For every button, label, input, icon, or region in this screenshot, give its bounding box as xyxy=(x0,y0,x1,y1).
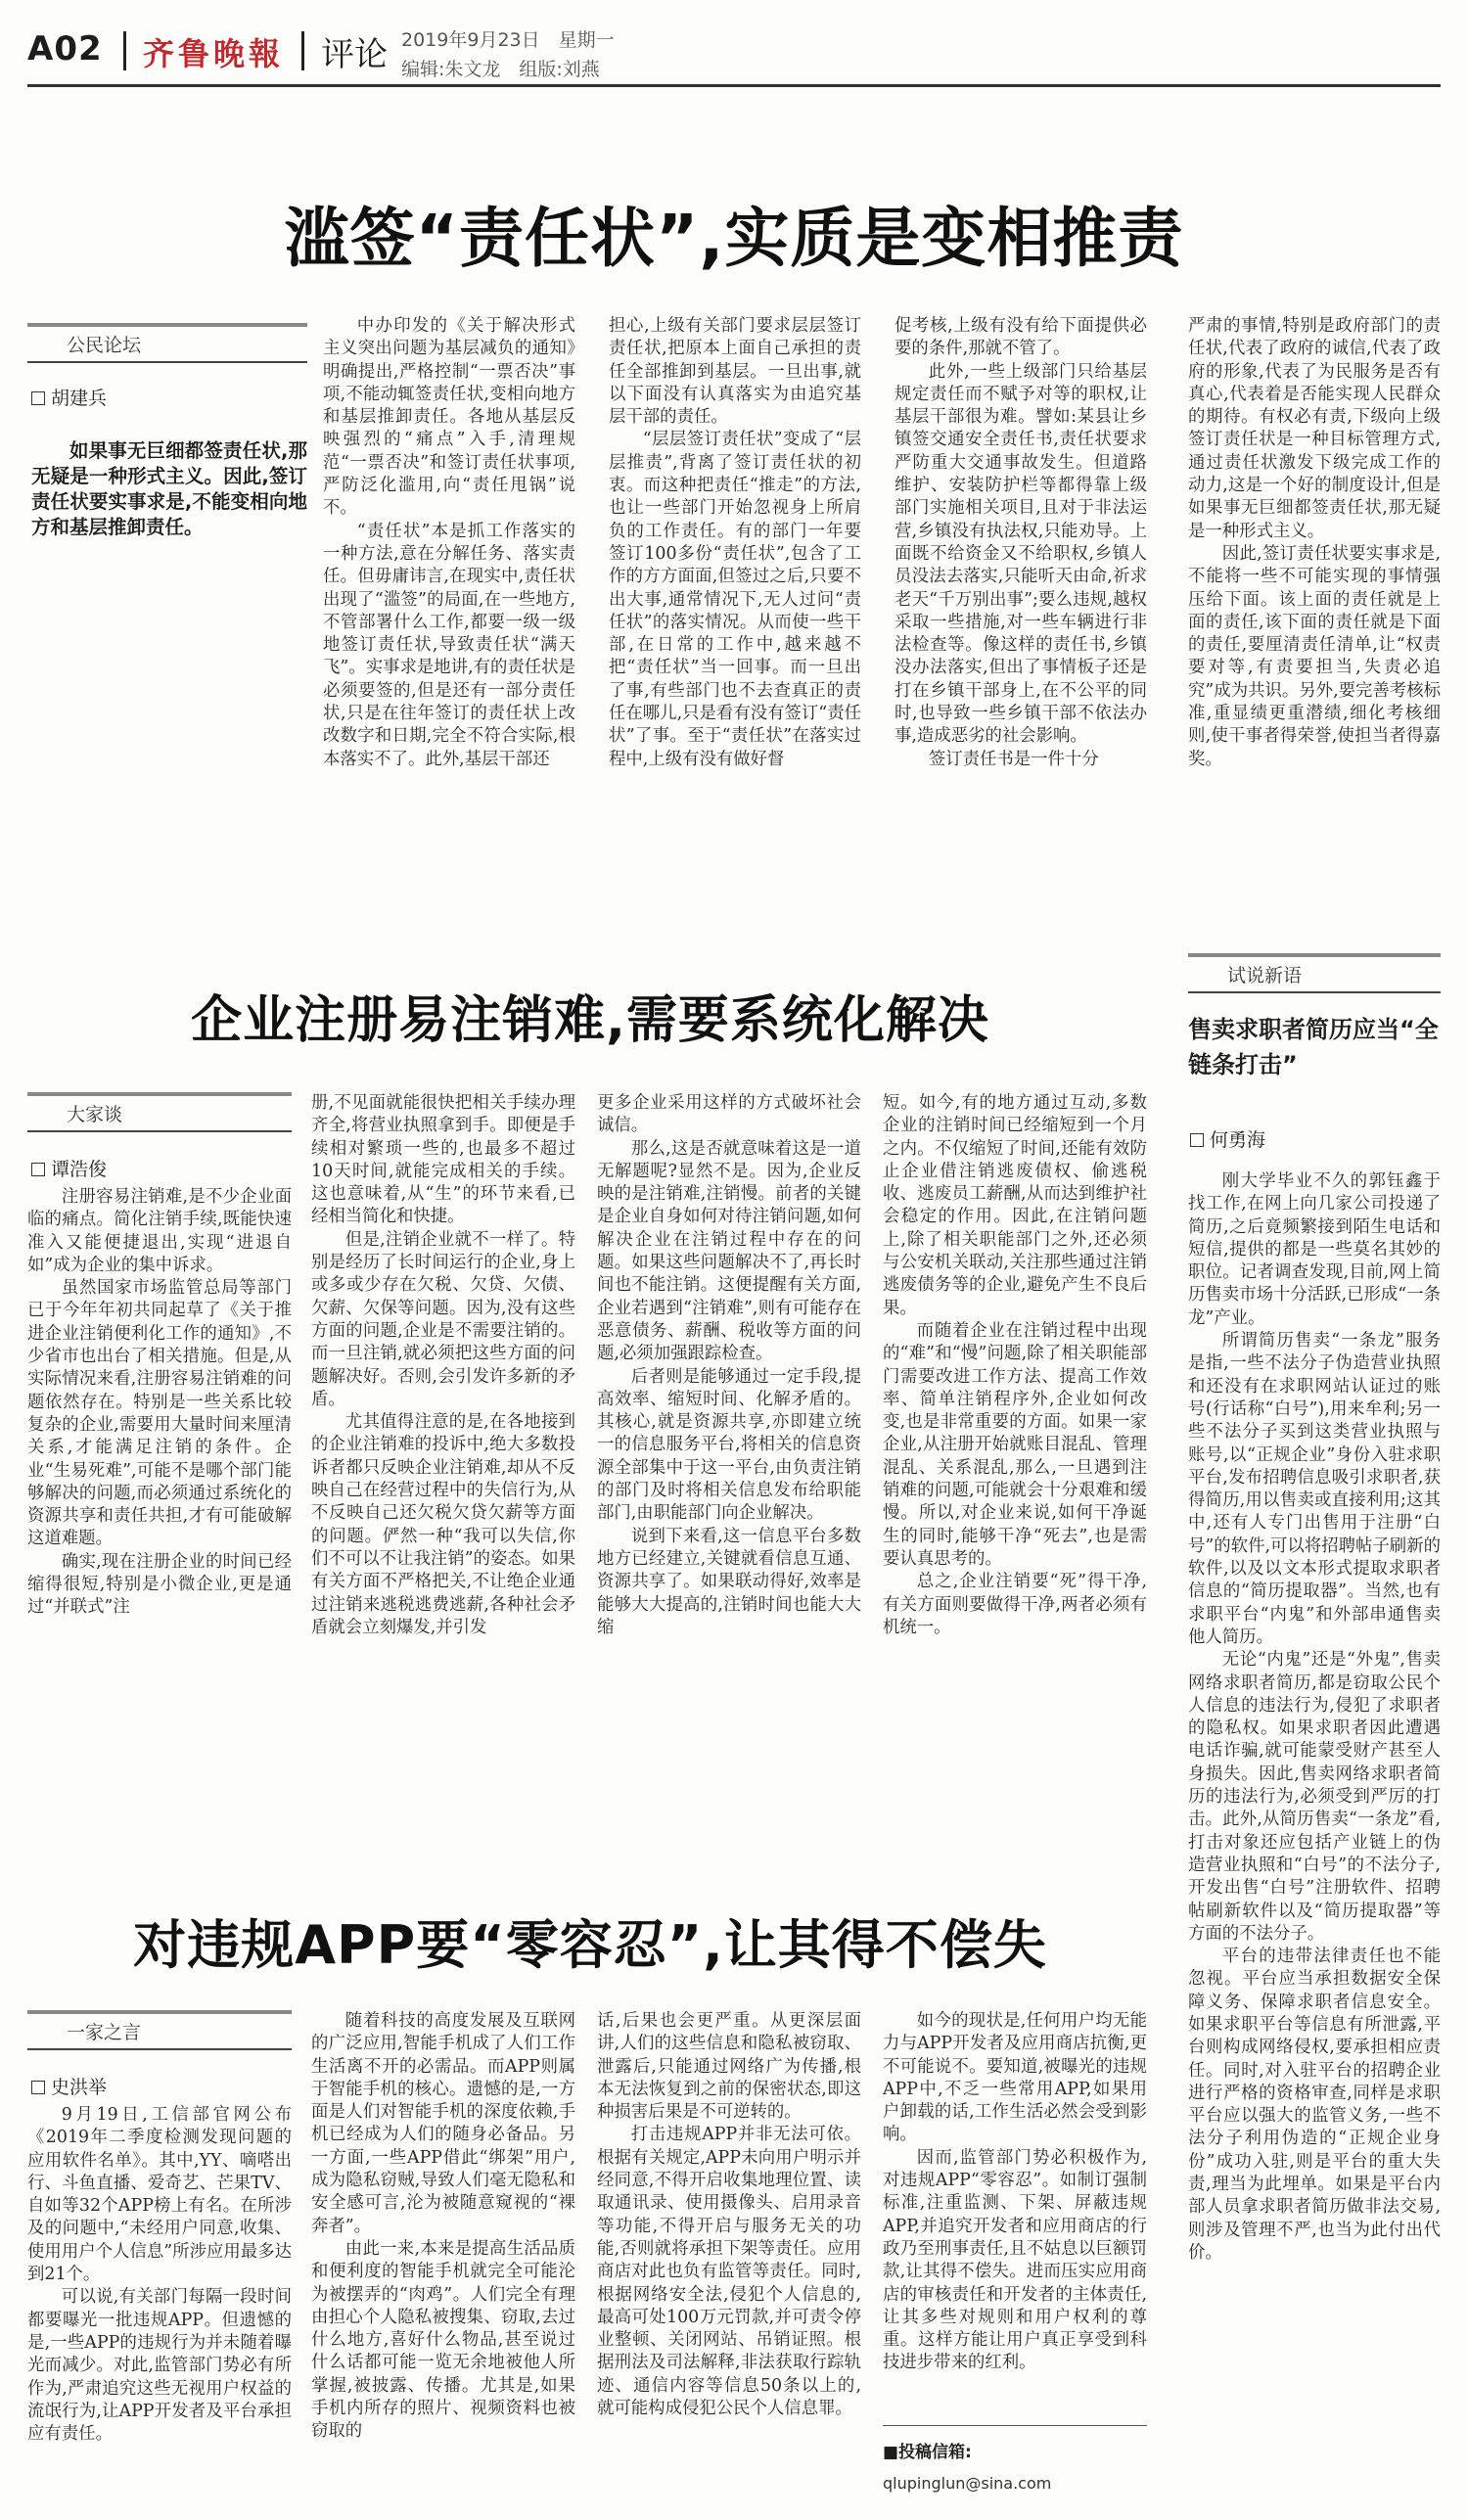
article-headline: 对违规APP要“零容忍”,让其得不偿失 xyxy=(133,1914,1047,1976)
newspaper-logo: 齐鲁晚報 xyxy=(143,35,285,72)
author-byline: 何勇海 xyxy=(1190,1125,1265,1152)
paragraph: 确实,现在注册企业的时间已经缩得很短,特别是小微企业,更是通过“并联式”注 xyxy=(27,1551,292,1618)
paragraph: 虽然国家市场监管总局等部门已于今年年初共同起草了《关于推进企业注销便利化工作的通知》,不少省市也出台了相关措施。但是,从实际情况来看,注册容易注销难的问题依然存在。特别是一些关系比较复杂的企业,需要用大量时间来厘清关系,才能满足注销的条件。企业“生易死难”,可能不是哪个部门能够解决的问题,而必须通过系统化的资源共享和责任共担,才有可能破解这道难题。 xyxy=(27,1278,292,1549)
paragraph: 更多企业采用这样的方式破坏社会诚信。 xyxy=(597,1093,861,1136)
paragraph: 无论“内鬼”还是“外鬼”,售卖网络求职者简历,都是窃取公民个人信息的违法行为,侵犯了求职者的隐私权。如果求职者因此遭遇电话诈骗,就可能蒙受财产甚至人身损失。因此,售卖网络求职者简历的违法行为,必须受到严厉的打击。此外,从简历售卖“一条龙”看,打击对象还应包括产业链上的伪造营业执照和“白号”的不法分子,开发出售“白号”注册软件、招聘帖刷新软件以及“简历提取器”等方面的不法分子。 xyxy=(1188,1650,1441,1944)
article-body-column xyxy=(311,1092,575,1865)
paragraph: 严肃的事情,特别是政府部门的责任状,代表了政府的诚信,代表了政府的形象,代表了为民服务是否有真心,代表着是否能实现人民群众的期待。有权必有责,下级向上级签订责任状是一种目标管理方式,通过责任状激发下级完成工作的动力,这是一个好的制度设计,但是如果事无巨细都签责任状,那无疑是一种形式主义。 xyxy=(1188,316,1441,541)
paragraph: 担心,上级有关部门要求层层签订责任状,把原本上面自己承担的责任全部推卸到基层。一旦出事,就以下面没有认真落实为由追究基层干部的责任。 xyxy=(609,316,861,428)
paragraph: 签订责任书是一件十分 xyxy=(928,749,1099,769)
sidebar-headline: 售卖求职者简历应当“全链条打击” xyxy=(1188,1016,1439,1078)
paragraph: 平台的违带法律责任也不能忽视。平台应当承担数据安全保障义务、保障求职者信息安全。如果求职平台等信息有所泄露,平台则构成网络侵权,要承担相应责任。同时,对入驻平台的招聘企业进行严格的资格审查,同样是求职平台应以强大的监管义务,一些不法分子利用伪造的“正规企业身份”成功入驻,则是平台的重大失责,理当为此埋单。如果是平台内部人员拿求职者简历做非法交易,则涉及管理不严,也当为此付出代价。 xyxy=(1188,1947,1441,2263)
page-number: A02 xyxy=(27,29,103,69)
paragraph: 如今的现状是,任何用户均无能力与APP开发者及应用商店抗衡,更不可能说不。要知道,被曝光的违规APP中,不乏一些常用APP,如果用户卸载的话,工作生活必然会受到影响。 xyxy=(883,2011,1147,2145)
editors-credit: 编辑:朱文龙 组版:刘燕 xyxy=(401,59,600,80)
paragraph: 由此一来,本来是提高生活品质和便利度的智能手机就完全可能沦为被摆弄的“肉鸡”。人们完全有理由担心个人隐私被搜集、窃取,去过什么地方,喜好什么物品,甚至说过什么话都可能一览无余地被他人所掌握,被披露、传播。尤其是,如果手机内所存的照片、视频资料也被窃取的 xyxy=(311,2238,575,2442)
article-body-column xyxy=(597,1092,861,1865)
article-lead: 如果事无巨细都签责任状,那无疑是一种形式主义。因此,签订责任状要实事求是,不能变相向地方和基层推卸责任。 xyxy=(31,439,307,538)
article-body-column xyxy=(1188,315,1441,863)
article-headline: 滥签“责任状”,实质是变相推责 xyxy=(284,201,1184,276)
author-byline: 胡建兵 xyxy=(31,384,107,410)
column-label: 大家谈 xyxy=(27,1092,292,1132)
article-body-column xyxy=(27,2104,292,2505)
submission-box xyxy=(883,2425,1147,2493)
submission-email[interactable]: qlupinglun@sina.com xyxy=(883,2474,1052,2493)
article-body-column xyxy=(609,315,861,863)
article-body-column xyxy=(597,2010,861,2505)
paragraph: 那么,这是否就意味着这是一道无解题呢?显然不是。因为,企业反映的是注销难,注销慢。前者的关键是企业自身如何对待注销问题,如何解决企业在注销过程中存在的问题。如果这些问题解决不了,再长时间也不能注销。这便提醒有关方面,企业若遇到“注销难”,则有可能存在恶意债务、薪酬、税收等方面的问题,必须加强跟踪检查。 xyxy=(597,1138,861,1364)
paragraph: 但是,注销企业就不一样了。特别是经历了长时间运行的企业,身上或多或少存在欠税、欠贷、欠债、欠薪、欠保等问题。因为,没有这些方面的问题,企业是不需要注销的。而一旦注销,就必须把这些方面的问题解决好。否则,会引发许多新的矛盾。 xyxy=(311,1229,575,1409)
article-body-column xyxy=(883,2010,1147,2421)
paragraph: 后者则是能够通过一定手段,提高效率、缩短时间、化解矛盾的。其核心,就是资源共享,亦即建立统一的信息服务平台,将相关的信息资源全部集中于这一平台,由负责注销的部门及时将相关信息发布给职能部门,由职能部门向企业解决。 xyxy=(597,1366,861,1524)
paragraph: 中办印发的《关于解决形式主义突出问题为基层减负的通知》明确提出,严格控制“一票否决”事项,不能动辄签责任状,变相向地方和基层推卸责任。各地从基层反映强烈的“痛点”入手,清理规范“一票否决”和签订责任状事项,严防泛化滥用,向“责任甩锅”说不。 xyxy=(323,316,575,519)
article-body-column xyxy=(311,2010,575,2505)
issue-date: 2019年9月23日 星期一 xyxy=(401,29,615,51)
article-headline: 企业注册易注销难,需要系统化解决 xyxy=(191,991,989,1050)
paragraph: 刚大学毕业不久的郭钰鑫于找工作,在网上向几家公司投递了简历,之后竟频繁接到陌生电话和短信,提供的都是一些莫名其妙的职位。记者调查发现,目前,网上简历售卖市场十分活跃,已形成“一条龙”产业。 xyxy=(1188,1171,1441,1328)
column-label: 试说新语 xyxy=(1188,953,1441,993)
paragraph: 短。如今,有的地方通过互动,多数企业的注销时间已经缩短到一个月之内。不仅缩短了时间,还能有效防止企业借注销逃废债权、偷逃税收、逃废员工薪酬,从而达到维护社会稳定的作用。因此,在注销问题上,除了相关职能部门之外,还必须与公安机关联动,关注那些通过注销逃废债务等的企业,避免产生不良后果。 xyxy=(883,1093,1147,1318)
submission-label: ■投稿信箱: xyxy=(883,2443,972,2462)
article-body-column xyxy=(883,1092,1147,1865)
author-byline: 史洪举 xyxy=(31,2073,107,2099)
paragraph: 册,不见面就能很快把相关手续办理齐全,将营业执照拿到手。即便是手续相对繁琐一些的,也最多不超过10天时间,就能完成相关的手续。这也意味着,从“生”的环节来看,已经相当简化和快捷。 xyxy=(311,1093,575,1227)
paragraph: 尤其值得注意的是,在各地接到的企业注销难的投诉中,绝大多数投诉者都只反映企业注销难,却从不反映自己在经营过程中的失信行为,从不反映自己还欠税欠贷欠薪等方面的问题。俨然一种“我可以失信,你们不可以不让我注销”的姿态。如果有关方面不严格把关,不让绝企业通过注销来逃税逃费逃薪,各种社会矛盾就会立刻爆发,并引发 xyxy=(311,1412,575,1637)
paragraph: 9月19日,工信部官网公布《2019年二季度检测发现问题的应用软件名单》。其中,YY、嘀嗒出行、斗鱼直播、爱奇艺、芒果TV、自如等32个APP榜上有名。在所涉及的问题中,“未经用户同意,收集、使用用户个人信息”所涉应用最多达到21个。 xyxy=(27,2105,292,2285)
masthead-rule xyxy=(27,84,1441,87)
paragraph: “责任状”本是抓工作落实的一种方法,意在分解任务、落实责任。但毋庸讳言,在现实中,责任状出现了“滥签”的局面,在一些地方,不管部署什么工作,都要一级一级地签订责任状,导致责任状“满天飞”。实事求是地讲,有的责任状是必须要签的,但是还有一部分责任状,只是在往年签订的责任状上改改数字和日期,完全不符合实际,根本落实不了。此外,基层干部还 xyxy=(323,521,575,769)
masthead xyxy=(27,16,1446,84)
divider xyxy=(301,31,304,70)
article-body-column xyxy=(27,1186,292,1871)
paragraph: 此外,一些上级部门只给基层规定责任而不赋予对等的职权,让基层干部很为难。譬如:某县让乡镇签交通安全责任书,责任状要求严防重大交通事故发生。但道路维护、安装防护栏等都得靠上级部门实施相关项目,且对于非法运营,乡镇没有执法权,只能劝导。上面既不给资金又不给职权,乡镇人员没法去落实,只能听天由命,祈求老天“千万别出事”;要么违规,越权采取一些措施,对一些车辆进行非法检查等。像这样的责任书,乡镇没办法落实,但出了事情板子还是打在乡镇干部身上,在不公平的同时,也导致一些乡镇干部不依法办事,造成恶劣的社会影响。 xyxy=(895,361,1147,747)
paragraph: 总之,企业注销要“死”得干净,有关方面则要做得干净,两者必须有机统一。 xyxy=(883,1572,1147,1637)
paragraph: 话,后果也会更严重。从更深层面讲,人们的这些信息和隐私被窃取、泄露后,只能通过网络广为传播,根本无法恢复到之前的保密状态,即这种损害后果是不可逆转的。 xyxy=(597,2011,861,2123)
paragraph: 促考核,上级有没有给下面提供必要的条件,那就不管了。 xyxy=(895,316,1147,359)
article-body-column xyxy=(323,315,575,863)
article-body-column xyxy=(895,315,1147,863)
paragraph: 注册容易注销难,是不少企业面临的痛点。简化注销手续,既能快速准入又能便捷退出,实现“进退自如”成为企业的集中诉求。 xyxy=(27,1187,292,1275)
paragraph: 而随着企业在注销过程中出现的“难”和“慢”问题,除了相关职能部门需要改进工作方法、提高工作效率、简单注销程序外,企业如何改变,也是非常重要的方面。如果一家企业,从注册开始就账目混乱、管理混乱、关系混乱,那么,一旦遇到注销难的问题,可能就会十分艰难和缓慢。所以,对企业来说,如何干净诞生的同时,能够干净“死去”,也是需要认真思考的。 xyxy=(883,1320,1147,1569)
paragraph: 因此,签订责任状要实事求是,不能将一些不可能实现的事情强压给下面。该上面的责任就是上面的责任,该下面的责任就是下面的责任,要厘清责任清单,让“权责要对等,有责要担当,失责必追究”成为共识。另外,要完善考核标准,重显绩更重潜绩,细化考核细则,使干事者得荣誉,使担当者得嘉奖。 xyxy=(1188,543,1441,769)
paragraph: 说到下来看,这一信息平台多数地方已经建立,关键就看信息互通、资源共享了。如果联动得好,效率是能够大大提高的,注销时间也能大大缩 xyxy=(597,1526,861,1637)
section-title: 评论 xyxy=(321,35,388,74)
paragraph: 随着科技的高度发展及互联网的广泛应用,智能手机成了人们工作生活离不开的必需品。而APP则属于智能手机的核心。遗憾的是,一方面是人们对智能手机的深度依赖,手机已经成为人们的随身必备品。另一方面,一些APP借此“绑架”用户,成为隐私窃贼,导致人们毫无隐私和安全感可言,沦为被随意窥视的“裸奔者”。 xyxy=(311,2011,575,2236)
paragraph: “层层签订责任状”变成了“层层推责”,背离了签订责任状的初衷。而这种把责任“推走”的方法,也让一些部门开始忽视身上所肩负的工作责任。有的部门一年要签订100多份“责任状”,包含了工作的方方面面,但签过之后,只要不出大事,通常情况下,无人过问“责任状”的落实情况。从而使一些干部,在日常的工作中,越来越不把“责任状”当一回事。而一旦出了事,有些部门也不去查真正的责任在哪儿,只是看有没有签订“责任状”了事。至于“责任状”在落实过程中,上级有没有做好督 xyxy=(609,430,861,769)
sidebar-body xyxy=(1188,1170,1441,2501)
author-byline: 谭浩俊 xyxy=(31,1155,107,1181)
paragraph: 所谓简历售卖“一条龙”服务是指,一些不法分子伪造营业执照和还没有在求职网站认证过的账号(行话称“白号”),用来牟利;另一些不法分子买到这类营业执照与账号,以“正规企业”身份入驻求职平台,发布招聘信息吸引求职者,获得简历,用以售卖或直接利用;这其中,还有人专门出售用于注册“白号”的软件,可以将招聘帖子刷新的软件,以及以文本形式提取求职者信息的“简历提取器”。当然,也有求职平台“内鬼”和外部串通售卖他人简历。 xyxy=(1188,1331,1441,1647)
paragraph: 打击违规APP并非无法可依。根据有关规定,APP未向用户明示并经同意,不得开启收集地理位置、读取通讯录、使用摄像头、启用录音等功能,不得开启与服务无关的功能,否则就将承担下架等责任。应用商店对此也负有监管等责任。同时,根据网络安全法,侵犯个人信息的,最高可处100万元罚款,并可责令停业整顿、关闭网站、吊销证照。根据刑法及司法解释,非法获取行踪轨迹、通信内容等信息50条以上的,就可能构成侵犯公民个人信息罪。 xyxy=(597,2125,861,2419)
column-label: 一家之言 xyxy=(27,2010,292,2050)
column-label: 公民论坛 xyxy=(27,323,307,363)
paragraph: 因而,监管部门势必积极作为,对违规APP“零容忍”。如制订强制标准,注重监测、下架、屏蔽违规APP,并追究开发者和应用商店的行政乃至刑事责任,且不姑息以巨额罚款,让其得不偿失。进而压实应用商店的审核责任和开发者的主体责任,让其多些对规则和用户权利的尊重。这样方能让用户真正享受到科技进步带来的红利。 xyxy=(883,2147,1147,2373)
divider xyxy=(123,31,126,70)
paragraph: 可以说,有关部门每隔一段时间都要曝光一批违规APP。但遗憾的是,一些APP的违规行为并未随着曝光而减少。对此,监管部门势必有所作为,严肃追究这些无视用户权益的流氓行为,让APP开发者及平台承担应有责任。 xyxy=(27,2287,292,2445)
